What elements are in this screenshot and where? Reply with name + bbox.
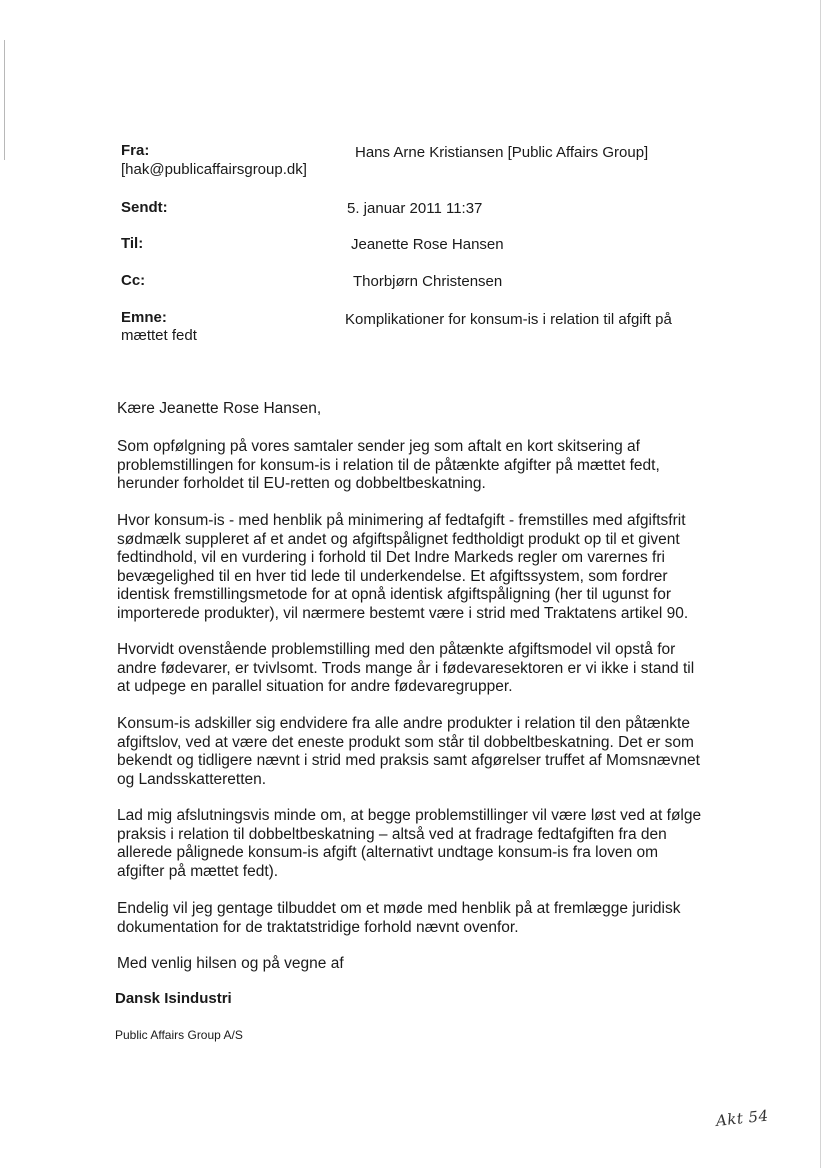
signature-company: Public Affairs Group A/S: [115, 1028, 243, 1042]
to-label: Til:: [121, 235, 144, 252]
paragraph-6: Endelig vil jeg gentage tilbuddet om et møde med henblik på at fremlægge juridisk dokumentation for de traktatstridige forhold nævnt ovenfor.: [117, 900, 681, 936]
cc-value: Thorbjørn Christensen: [353, 273, 503, 290]
from-value: Hans Arne Kristiansen [Public Affairs Group]: [355, 144, 649, 161]
cc-label: Cc:: [121, 272, 146, 289]
to-value: Jeanette Rose Hansen: [351, 236, 504, 253]
subject-continuation: mættet fedt: [121, 327, 197, 344]
paragraph-4: Konsum-is adskiller sig endvidere fra alle andre produkter i relation til den påtænkte afgiftslov, ved at være det eneste produkt som står til dobbeltbeskatning. Det er som bekendt og tidligere nævnt i strid med praksis samt afgørelser truffet af Momsnævnet og Landsskatteretten.: [117, 715, 700, 788]
handwritten-akt-note: Akt 54: [715, 1106, 770, 1130]
paragraph-3: Hvorvidt ovenstående problemstilling med den påtænkte afgiftsmodel vil opstå for andre fødevarer, er tvivlsomt. Trods mange år i fødevaresektoren er vi ikke i stand til at udpege en parallel situation for andre fødevaregrupper.: [117, 641, 695, 695]
sent-value: 5. januar 2011 11:37: [347, 200, 483, 217]
paragraph-1: Som opfølgning på vores samtaler sender jeg som aftalt en kort skitsering af problemstillingen for konsum-is i relation til de påtænkte afgifter på mættet fedt, herunder forholdet til EU-retten og dobbeltbeskatning.: [117, 438, 660, 492]
from-label: Fra:: [121, 142, 150, 159]
salutation: Kære Jeanette Rose Hansen,: [117, 400, 322, 417]
paragraph-5: Lad mig afslutningsvis minde om, at begge problemstillinger vil være løst ved at følge praksis i relation til dobbeltbeskatning – altså ved at fradrage fedtafgiften fra den allerede pålignede konsum-is afgift (alternativt undtage konsum-is fra loven om afgifter på mættet fedt).: [117, 807, 702, 880]
from-email: [hak@publicaffairsgroup.dk]: [121, 161, 307, 178]
scan-edge-right: [820, 0, 821, 1168]
signature-organization: Dansk Isindustri: [115, 990, 232, 1007]
subject-value: Komplikationer for konsum-is i relation til afgift på: [345, 311, 672, 328]
scan-edge-left: [4, 40, 5, 160]
closing-line: Med venlig hilsen og på vegne af: [117, 955, 344, 972]
subject-label: Emne:: [121, 309, 167, 326]
paragraph-2: Hvor konsum-is - med henblik på minimering af fedtafgift - fremstilles med afgiftsfrit sødmælk suppleret af et andet og afgiftspålignet fedtholdigt produkt op til et givent fedtindhold, vil en vurdering i forhold til Det Indre Markeds regler om varernes fri bevægelighed til en hver tid lede til underkendelse. Et afgiftssystem, som fordrer identisk fremstillingsmetode for at opnå identisk afgiftspåligning (her til ugunst for importerede produkter), vil nærmere bestemt være i strid med Traktatens artikel 90.: [117, 512, 689, 622]
sent-label: Sendt:: [121, 199, 168, 216]
